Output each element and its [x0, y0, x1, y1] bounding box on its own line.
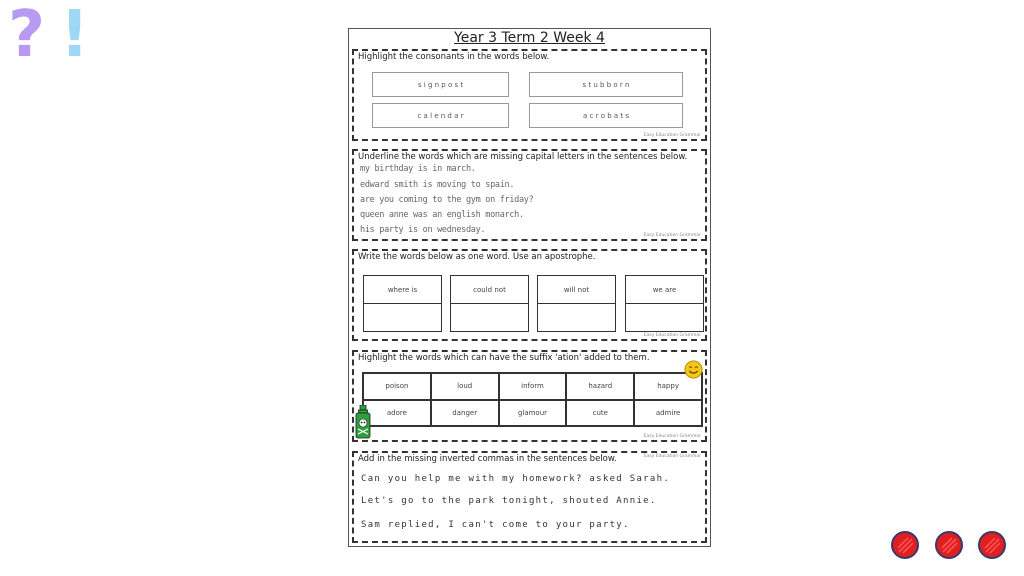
- suffix-instruction: Highlight the words which can have the suffix 'ation' added to them.: [358, 353, 650, 363]
- contractions-instruction: Write the words below as one word. Use an apostrophe.: [358, 252, 596, 262]
- contraction-cell: [625, 275, 704, 332]
- commas-sentence: Let's go to the park tonight, shouted Annie.: [361, 496, 657, 506]
- capitals-instruction: Underline the words which are missing capital letters in the sentences below.: [358, 152, 688, 162]
- spelling-word-box: s t u b b o r n: [529, 72, 683, 97]
- inverted-commas-section: [352, 451, 707, 543]
- contraction-word: where is: [364, 276, 441, 304]
- smiley-icon: [684, 360, 703, 379]
- credit-text: Easy Education Grammar: [643, 333, 701, 338]
- page-title: Year 3 Term 2 Week 4: [454, 30, 605, 46]
- contraction-word: could not: [451, 276, 528, 304]
- suffix-word: inform: [499, 373, 567, 400]
- progress-dot-icon: [977, 530, 1007, 560]
- spelling-word-box: c a l e n d a r: [372, 103, 509, 128]
- contraction-cell: [363, 275, 442, 332]
- suffix-word: adore: [363, 400, 431, 427]
- poison-bottle-icon: [355, 405, 371, 439]
- progress-dot-icon: [934, 530, 964, 560]
- suffix-word: glamour: [499, 400, 567, 427]
- suffix-word: hazard: [566, 373, 634, 400]
- capitals-sentence: queen anne was an english monarch.: [360, 210, 524, 220]
- credit-text: Easy Education Grammar: [643, 454, 701, 459]
- credit-text: Easy Education Grammar: [643, 233, 701, 238]
- suffix-section: [352, 350, 707, 442]
- credit-text: Easy Education Grammar: [643, 133, 701, 138]
- spelling-word-box: s i g n p o s t: [372, 72, 509, 97]
- suffix-word: cute: [566, 400, 634, 427]
- worksheet: [348, 28, 711, 547]
- commas-sentence: Sam replied, I can't come to your party.: [361, 520, 630, 530]
- capitals-sentence: are you coming to the gym on friday?: [360, 195, 534, 205]
- spelling-word-box: a c r o b a t s: [529, 103, 683, 128]
- suffix-word: loud: [431, 373, 499, 400]
- capitals-section: [352, 149, 707, 241]
- logo: [8, 0, 98, 84]
- contraction-word: will not: [538, 276, 615, 304]
- contraction-word: we are: [626, 276, 703, 304]
- credit-text: Easy Education Grammar: [643, 434, 701, 439]
- suffix-word: happy: [634, 373, 702, 400]
- suffix-word: admire: [634, 400, 702, 427]
- consonants-instruction: Highlight the consonants in the words below.: [358, 52, 550, 62]
- exclamation-mark-icon: !: [60, 0, 90, 72]
- contractions-section: [352, 249, 707, 341]
- commas-sentence: Can you help me with my homework? asked Sarah.: [361, 474, 671, 484]
- suffix-word: poison: [363, 373, 431, 400]
- capitals-sentence: my birthday is in march.: [360, 164, 476, 174]
- consonants-section: [352, 49, 707, 141]
- contraction-cell: [450, 275, 529, 332]
- suffix-word-grid: [362, 372, 703, 427]
- capitals-sentence: edward smith is moving to spain.: [360, 180, 515, 190]
- progress-dot-icon: [890, 530, 920, 560]
- commas-instruction: Add in the missing inverted commas in the sentences below.: [358, 454, 617, 464]
- capitals-sentence: his party is on wednesday.: [360, 225, 486, 235]
- question-mark-icon: ?: [8, 0, 46, 72]
- suffix-word: danger: [431, 400, 499, 427]
- contraction-cell: [537, 275, 616, 332]
